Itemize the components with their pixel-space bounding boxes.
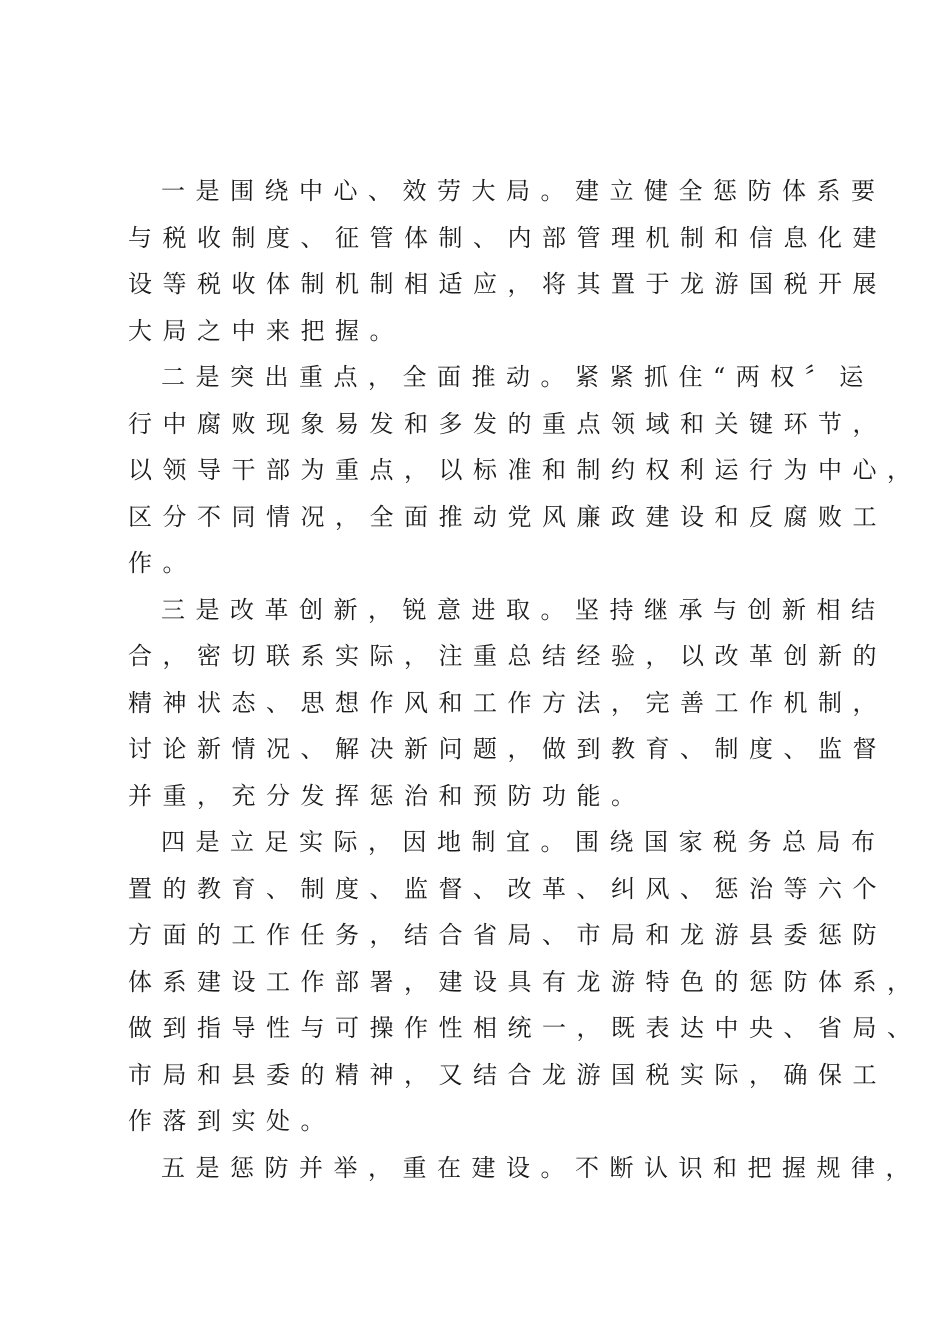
paragraph-line: 三是改革创新，锐意进取。坚持继承与创新相结 — [161, 595, 886, 624]
paragraph-line: 置的教育、制度、监督、改革、纠风、惩治等六个 — [128, 874, 887, 903]
paragraph-line: 方面的工作任务，结合省局、市局和龙游县委惩防 — [128, 921, 887, 949]
paragraph-line: 做到指导性与可操作性相统一，既表达中央、省局、 — [128, 1014, 922, 1042]
paragraph-line: 讨论新情况、解决新问题，做到教育、制度、监督 — [128, 735, 887, 763]
paragraph-line: 五是惩防并举，重在建设。不断认识和把握规律， — [161, 1153, 920, 1182]
paragraph-line: 精神状态、思想作风和工作方法，完善工作机制， — [128, 688, 887, 717]
document-body — [128, 168, 922, 1191]
paragraph-line: 作落到实处。 — [128, 1107, 335, 1135]
paragraph-line: 大局之中来把握。 — [128, 316, 404, 345]
paragraph-line: 二是突出重点，全面推动。紧紧抓住“两权〞运 — [161, 363, 874, 391]
paragraph-line: 与税收制度、征管体制、内部管理机制和信息化建 — [128, 223, 887, 252]
paragraph-4 — [128, 819, 922, 1145]
paragraph-line: 一是围绕中心、效劳大局。建立健全惩防体系要 — [161, 177, 886, 205]
paragraph-line: 区分不同情况，全面推动党风廉政建设和反腐败工 — [128, 502, 887, 531]
paragraph-line: 以领导干部为重点，以标准和制约权利运行为中心， — [128, 456, 922, 484]
paragraph-line: 体系建设工作部署，建设具有龙游特色的惩防体系， — [128, 967, 922, 996]
paragraph-3 — [128, 587, 888, 820]
paragraph-2 — [128, 354, 922, 587]
paragraph-line: 设等税收体制机制相适应，将其置于龙游国税开展 — [128, 270, 887, 298]
paragraph-line: 四是立足实际，因地制宜。围绕国家税务总局布 — [161, 828, 886, 856]
paragraph-1 — [128, 168, 888, 354]
paragraph-line: 作。 — [128, 549, 197, 577]
paragraph-5 — [128, 1145, 920, 1192]
paragraph-line: 行中腐败现象易发和多发的重点领域和关键环节， — [128, 409, 887, 438]
paragraph-line: 合，密切联系实际，注重总结经验，以改革创新的 — [128, 642, 887, 670]
paragraph-line: 并重，充分发挥惩治和预防功能。 — [128, 781, 646, 810]
paragraph-line: 市局和县委的精神，又结合龙游国税实际，确保工 — [128, 1060, 887, 1089]
